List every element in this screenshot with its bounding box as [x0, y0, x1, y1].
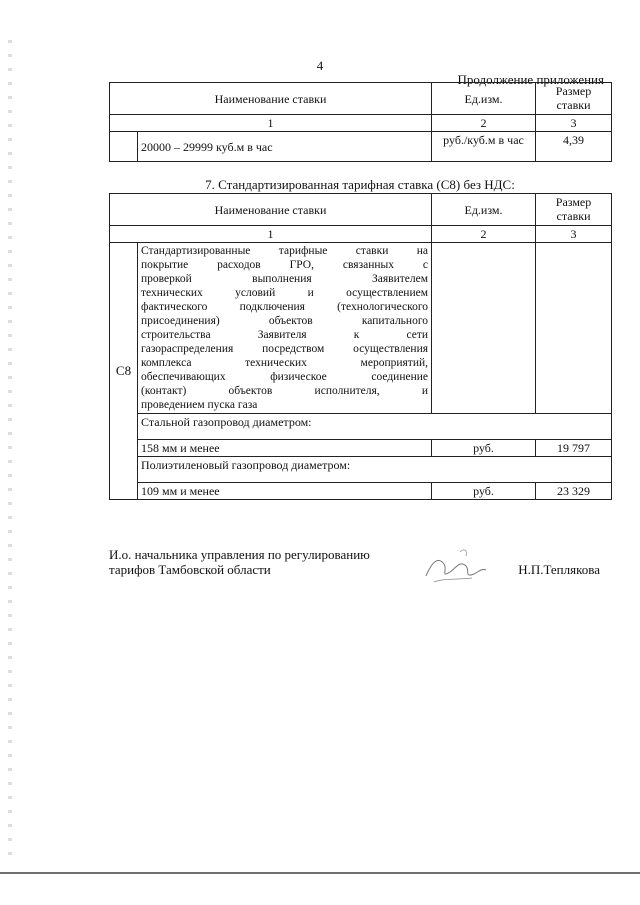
steel-row-name: 158 мм и менее	[138, 440, 432, 457]
handwritten-signature	[420, 542, 490, 590]
signatory-name: Н.П.Теплякова	[518, 562, 600, 577]
empty-unit-cell	[432, 243, 536, 414]
scan-bottom-edge	[0, 872, 640, 874]
column-number-row	[110, 115, 612, 132]
rate-code: С8	[110, 243, 138, 500]
poly-row-value: 23 329	[536, 483, 612, 500]
table-row	[110, 483, 612, 500]
position-line: И.о. начальника управления по регулированию	[109, 547, 370, 562]
header-unit: Ед.изм.	[432, 194, 536, 226]
row-name: 20000 – 29999 куб.м в час	[138, 132, 432, 162]
scan-edge-marks	[8, 40, 12, 860]
col-number-2: 2	[432, 115, 536, 132]
table-row	[110, 132, 612, 162]
description-line: обеспечивающих физическое соединение	[141, 371, 429, 383]
table-row	[110, 440, 612, 457]
poly-row-name: 109 мм и менее	[138, 483, 432, 500]
standard-tariff-table	[109, 193, 612, 500]
header-size: Размер ставки	[536, 194, 612, 226]
page-number: 4	[316, 58, 324, 73]
table-row	[110, 243, 612, 414]
empty-code-cell	[110, 132, 138, 162]
description-line: покрытие расходов ГРО, связанных с	[141, 259, 429, 271]
description-line: газораспределения посредством осуществления	[141, 343, 429, 355]
column-number-row	[110, 226, 612, 243]
col-number-3: 3	[536, 226, 612, 243]
description-line: (контакт) объектов исполнителя, и	[141, 385, 429, 397]
row-unit: руб./куб.м в час	[432, 132, 536, 162]
description-line: Стандартизированные тарифные ставки на	[141, 245, 429, 257]
position-line: тарифов Тамбовской области	[109, 562, 271, 577]
empty-value-cell	[536, 243, 612, 414]
poly-row-unit: руб.	[432, 483, 536, 500]
signatory-position	[109, 547, 370, 577]
steel-row-value: 19 797	[536, 440, 612, 457]
col-number-1: 1	[110, 115, 432, 132]
steel-row-unit: руб.	[432, 440, 536, 457]
description-line: проведением пуска газа	[141, 399, 258, 411]
poly-label-row	[110, 457, 612, 483]
header-name: Наименование ставки	[110, 83, 432, 115]
header-name: Наименование ставки	[110, 194, 432, 226]
table-header-row	[110, 83, 612, 115]
poly-label: Полиэтиленовый газопровод диаметром:	[138, 457, 612, 483]
description-line: проверкой выполнения Заявителем	[141, 273, 429, 285]
header-unit: Ед.изм.	[432, 83, 536, 115]
table-header-row	[110, 194, 612, 226]
description-line: технических условий и осуществлением	[141, 287, 429, 299]
continuation-label: Продолжение приложения	[457, 72, 604, 87]
steel-label-row	[110, 414, 612, 440]
tariff-table-continued	[109, 82, 612, 162]
col-number-3: 3	[536, 115, 612, 132]
description-line: строительства Заявителя к сети	[141, 329, 429, 341]
section-title: 7. Стандартизированная тарифная ставка (С8) без НДС:	[205, 177, 515, 192]
description-line: фактического подключения (технологического	[141, 301, 429, 313]
description-line: комплекса технических мероприятий,	[141, 357, 429, 369]
col-number-1: 1	[110, 226, 432, 243]
rate-description	[138, 243, 432, 414]
col-number-2: 2	[432, 226, 536, 243]
description-line: присоединения) объектов капитального	[141, 315, 429, 327]
steel-label: Стальной газопровод диаметром:	[138, 414, 612, 440]
header-size: Размер ставки	[536, 83, 612, 115]
row-value: 4,39	[536, 132, 612, 162]
